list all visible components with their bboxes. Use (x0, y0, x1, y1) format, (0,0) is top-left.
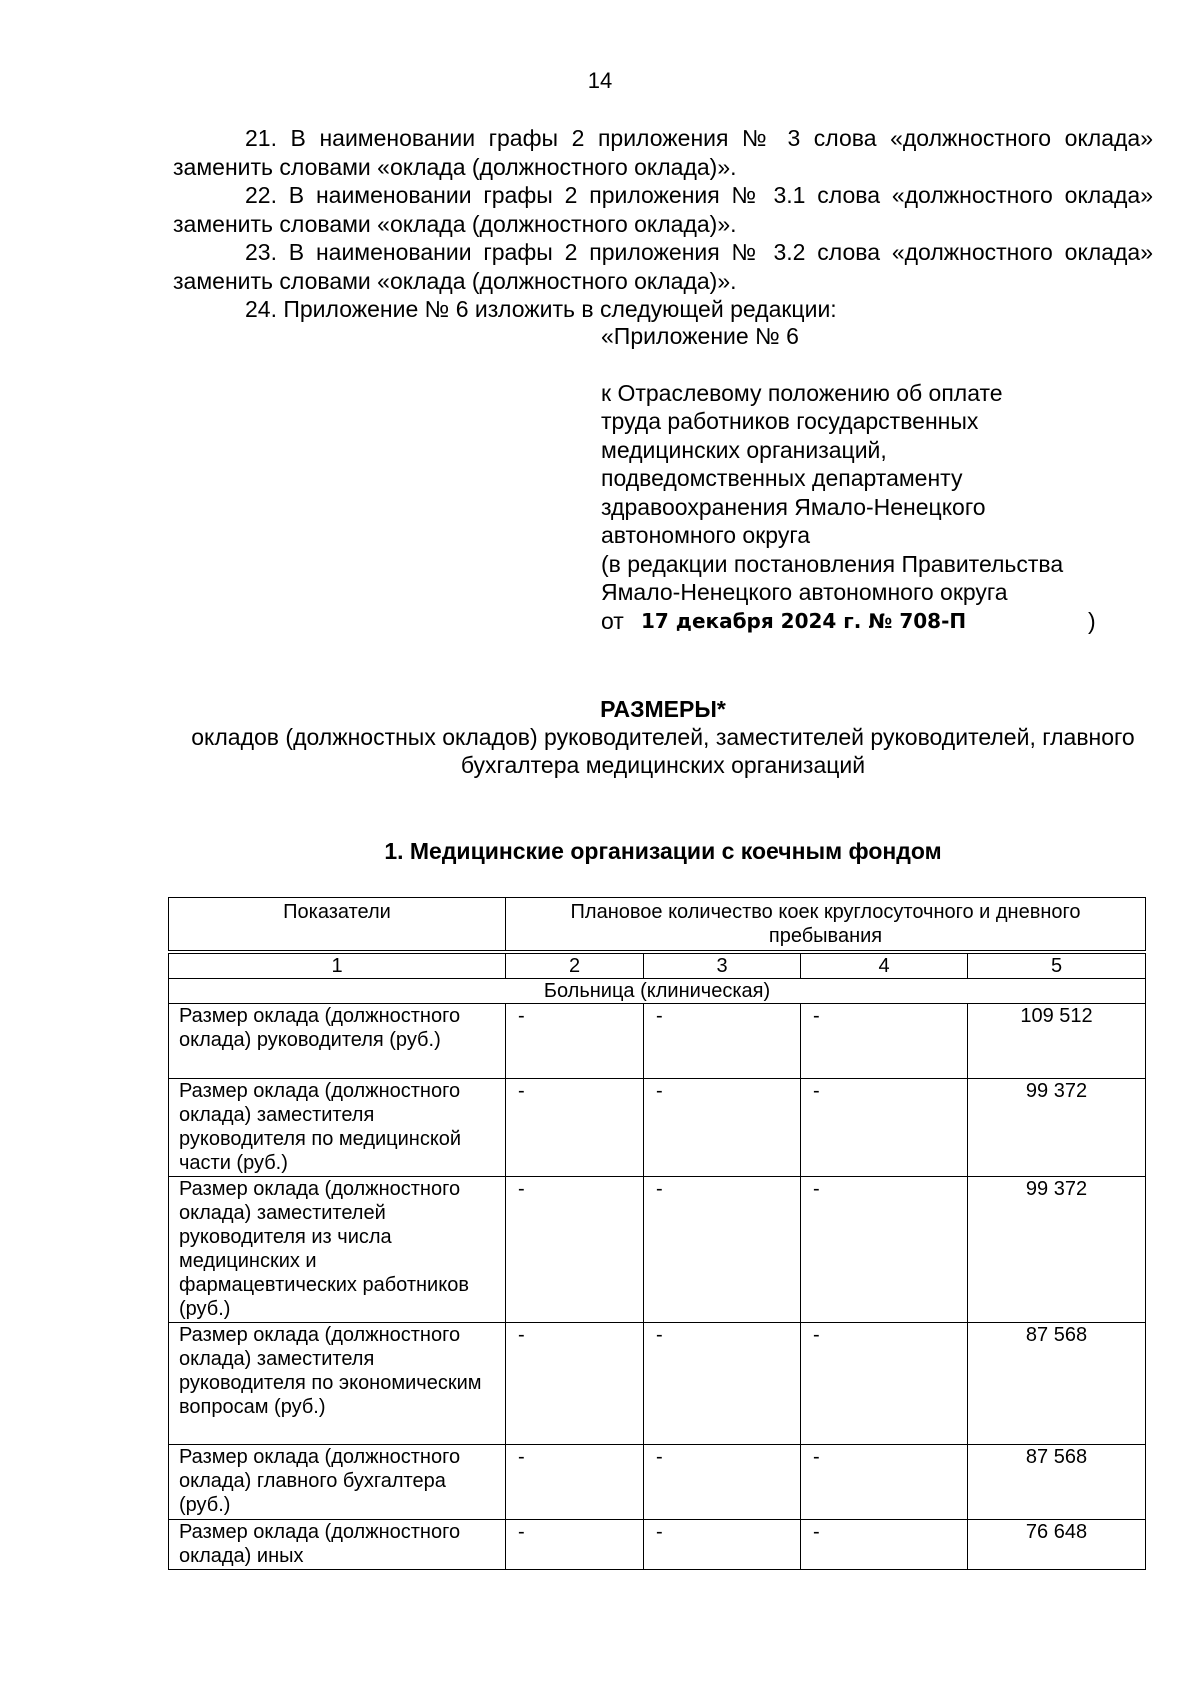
annex-date-line (601, 607, 1161, 637)
row-label: Размер оклада (должностного оклада) заместителя руководителя по экономическим вопросам (руб.) (169, 1323, 506, 1445)
cell-col3: - (644, 1323, 801, 1445)
section-title: 1. Медицинские организации с коечным фондом (384, 838, 942, 864)
header-indicators: Показатели (169, 898, 506, 951)
annex-line: Ямало-Ненецкого автономного округа (601, 579, 1008, 605)
column-number: 4 (801, 954, 968, 979)
annex-line: автономного округа (601, 522, 810, 548)
column-number: 1 (169, 954, 506, 979)
heading-subtitle: окладов (должностных окладов) руководителей, заместителей руководителей, главного бухгалтера медицинских организаций (191, 724, 1135, 778)
cell-col2: - (506, 1323, 644, 1445)
row-label: Размер оклада (должностного оклада) главного бухгалтера (руб.) (169, 1445, 506, 1520)
table-row (169, 1079, 1146, 1177)
amendment-item-23: 23. В наименовании графы 2 приложения № 3.2 слова «должностного оклада» заменить словами «оклада (должностного оклада)». (173, 239, 1153, 294)
row-label: Размер оклада (должностного оклада) иных (169, 1520, 506, 1570)
table-row (169, 1177, 1146, 1323)
cell-col5: 76 648 (968, 1520, 1146, 1570)
salary-table (168, 897, 1146, 1570)
annex-line: медицинских организаций, (601, 436, 887, 463)
column-number: 5 (968, 954, 1146, 979)
cell-col4: - (801, 1520, 968, 1570)
cell-col4: - (801, 1177, 968, 1323)
amendments-list (173, 124, 1153, 324)
column-number-row (169, 954, 1146, 979)
cell-col3: - (644, 1445, 801, 1520)
cell-col4: - (801, 1445, 968, 1520)
page-number: 14 (587, 68, 613, 93)
annex-block (601, 322, 1161, 637)
cell-col4: - (801, 1323, 968, 1445)
cell-col4: - (801, 1079, 968, 1177)
annex-line: (в редакции постановления Правительства (601, 550, 1064, 577)
amendment-item-21: 21. В наименовании графы 2 приложения № 3 слова «должностного оклада» заменить словами «оклада (должностного оклада)». (173, 125, 1153, 180)
cell-col2: - (506, 1520, 644, 1570)
cell-col3: - (644, 1004, 801, 1079)
annex-date-prefix: от (601, 607, 624, 634)
column-number: 3 (644, 954, 801, 979)
heading-title: РАЗМЕРЫ* (600, 696, 726, 722)
header-beds: Плановое количество коек круглосуточного и дневного пребывания (506, 898, 1146, 951)
cell-col3: - (644, 1079, 801, 1177)
table-row (169, 1445, 1146, 1520)
cell-col2: - (506, 1177, 644, 1323)
column-number: 2 (506, 954, 644, 979)
document-heading (173, 695, 1153, 779)
group-row (169, 979, 1146, 1004)
cell-col2: - (506, 1445, 644, 1520)
annex-date-value: 17 декабря 2024 г. № 708-П (641, 608, 967, 633)
annex-line: подведомственных департаменту (601, 465, 963, 491)
annex-date-suffix: ) (1088, 607, 1096, 634)
cell-col5: 99 372 (968, 1079, 1146, 1177)
group-title: Больница (клиническая) (169, 979, 1146, 1004)
annex-line: к Отраслевому положению об оплате (601, 379, 1003, 406)
table-row (169, 1323, 1146, 1445)
table-row (169, 1004, 1146, 1079)
row-label: Размер оклада (должностного оклада) заместителя руководителя по медицинской части (руб.) (169, 1079, 506, 1177)
annex-title: «Приложение № 6 (601, 323, 799, 349)
table-header-row (169, 898, 1146, 951)
annex-line: труда работников государственных (601, 408, 979, 434)
cell-col5: 87 568 (968, 1445, 1146, 1520)
cell-col5: 99 372 (968, 1177, 1146, 1323)
amendment-item-22: 22. В наименовании графы 2 приложения № 3.1 слова «должностного оклада» заменить словами «оклада (должностного оклада)». (173, 182, 1153, 237)
cell-col4: - (801, 1004, 968, 1079)
amendment-item-24: 24. Приложение № 6 изложить в следующей редакции: (245, 296, 837, 322)
cell-col5: 109 512 (968, 1004, 1146, 1079)
cell-col3: - (644, 1520, 801, 1570)
annex-line: здравоохранения Ямало-Ненецкого (601, 493, 986, 520)
table-row (169, 1520, 1146, 1570)
cell-col3: - (644, 1177, 801, 1323)
cell-col2: - (506, 1079, 644, 1177)
row-label: Размер оклада (должностного оклада) руководителя (руб.) (169, 1004, 506, 1079)
row-label: Размер оклада (должностного оклада) заместителей руководителя из числа медицинских и фармацевтических работников (руб.) (169, 1177, 506, 1323)
cell-col2: - (506, 1004, 644, 1079)
cell-col5: 87 568 (968, 1323, 1146, 1445)
